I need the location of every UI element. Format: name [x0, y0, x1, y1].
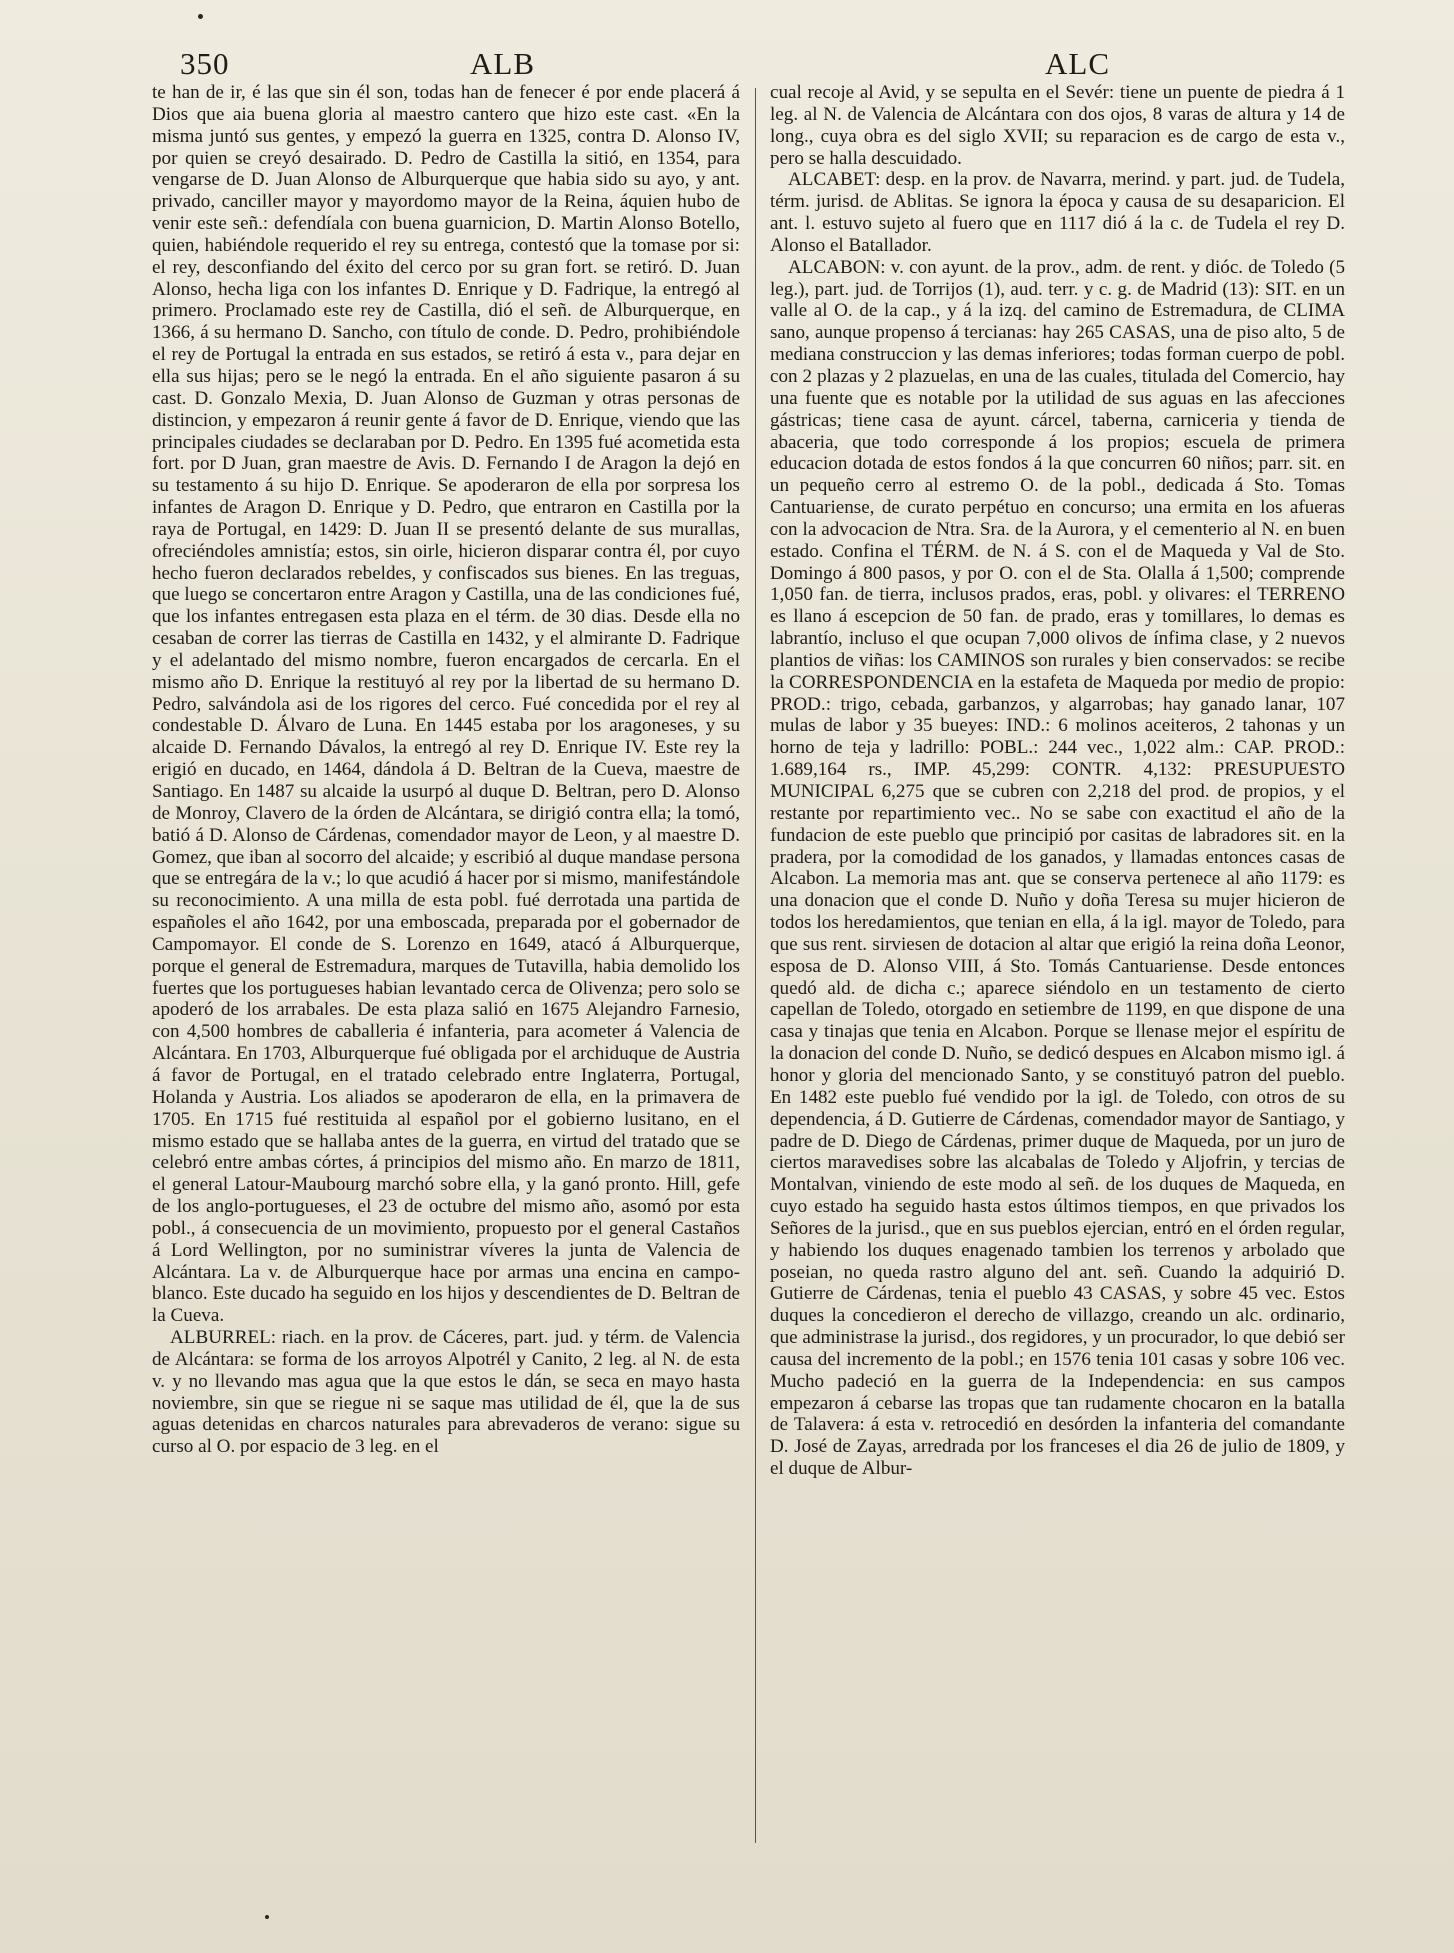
column-divider — [755, 88, 756, 1843]
running-header — [180, 46, 1270, 86]
print-speck — [265, 1915, 269, 1919]
print-speck — [198, 14, 203, 19]
paragraph-alburquerque-continued: te han de ir, é las que sin él son, todas han de fenecer é por ende placerá á Dios que aia buena gloria al maestro cantero que hizo este cast. «En la misma juntó sus gentes, y empezó la guerra en 1325, contra D. Alonso IV, por quien se creyó desairado. D. Pedro de Castilla la sitió, en 1354, para vengarse de D. Juan Alonso de Alburquerque que habia sido su ayo, y ant. privado, canciller mayor y mayordomo mayor de la Reina, áquien hubo de venir este señ.: defendíala con buena guarnicion, D. Martin Alonso Botello, quien, habiéndole requerido el rey su entrega, contestó que la tomase por si: el rey, desconfiando del éxito del cerco por su gran fort. se retiró. D. Juan Alonso, hecha liga con los infantes D. Enrique y D. Fadrique, la entregó al primero. Proclamado este rey de Castilla, dió el señ. de Alburquerque, en 1366, á su hermano D. Sancho, con título de conde. D. Pedro, prohibiéndole el rey de Portugal la entrada en sus estados, se retiró á esta v., para dejar en ella sus hijas; pero se le negó la entrada. En el año siguiente pasaron á su cast. D. Gonzalo Mexia, D. Juan Alonso de Guzman y otras personas de distincion, y empezaron á reunir gente á favor de D. Enrique, viendo que las principales ciudades se declaraban por D. Pedro. En 1395 fué acometida esta fort. por D Juan, gran maestre de Avis. D. Fernando I de Aragon la dejó en su testamento á su hijo D. Enrique. Se apoderaron de ella por sorpresa los infantes de Aragon D. Enrique y D. Pedro, que entraron en Castilla por la raya de Portugal, en 1429: D. Juan II se presentó delante de sus murallas, ofreciéndoles amnistía; estos, sin oirle, hicieron disparar contra él, por cuyo hecho fueron declarados rebeldes, y confiscados sus bienes. En las treguas, que luego se concertaron entre Aragon y Castilla, una de las condiciones fué, que los infantes entregasen esta plaza en el térm. de 30 dias. Desde ella no cesaban de correr las tierras de Castilla en 1432, y el almirante D. Fadrique y el adelantado del mismo nombre, fueron encargados de cercarla. En el mismo año D. Enrique la restituyó al rey por la libertad de su hermano D. Pedro, salvándola asi de los rigores del cerco. Fué concedida por el rey al condestable D. Álvaro de Luna. En 1445 estaba por los aragoneses, y su alcaide D. Fernando Dávalos, la entregó al rey D. Enrique IV. Este rey la erigió en ducado, en 1464, dándola á D. Beltran de la Cueva, maestre de Santiago. En 1487 su alcaide la usurpó al duque D. Beltran, pero D. Alonso de Monroy, Clavero de la órden de Alcántara, se dirigió contra ella; la tomó, batió á D. Alonso de Cárdenas, comendador mayor de Leon, y al maestre D. Gomez, que iban al socorro del alcaide; y escribió al duque mandase persona que se entregára de la v.; lo que acudió á hacer por si mismo, manifestándole su reconocimiento. A una milla de esta pobl. fué derrotada una partida de españoles el año 1642, por una emboscada, preparada por el gobernador de Campomayor. El conde de S. Lorenzo en 1649, atacó á Alburquerque, porque el general de Estremadura, marques de Tutavilla, habia demolido los fuertes que los portugueses habian levantado cerca de Olivenza; pero solo se apoderó de los arrabales. De esta plaza salió en 1675 Alejandro Farnesio, con 4,500 hombres de caballeria é infanteria, para acometer á Valencia de Alcántara. En 1703, Alburquerque fué obligada por el archiduque de Austria á favor de Portugal, en el tratado celebrado entre Inglaterra, Portugal, Holanda y Austria. Los aliados se apoderaron de ella, en la primavera de 1705. En 1715 fué restituida al español por el gobierno lusitano, en el mismo estado que se hallaba antes de la guerra, en virtud del tratado que se celebró entre ambas córtes, á principios del mismo año. En marzo de 1811, el general Latour-Maubourg marchó sobre ella, y la ganó pronto. Hill, gefe de los anglo-portugueses, el 23 de octubre del mismo año, asomó por esta pobl., á consecuencia de un movimiento, propuesto por el general Castaños á Lord Wellington, por no suministrar víveres la junta de Valencia de Alcántara. La v. de Alburquerque hace por armas una encina en campo-blanco. Este ducado ha seguido en los hijos y descendientes de D. Beltran de la Cueva. — [152, 82, 740, 1327]
paragraph-alburrel-continued: cual recoje al Avid, y se sepulta en el Sevér: tiene un puente de piedra á 1 leg. al N. de Valencia de Alcántara con dos ojos, 8 varas de altura y 14 de long., cuya obra es del siglo XVII; su reparacion es de cargo de esta v., pero se halla descuidado. — [770, 82, 1345, 169]
left-running-head: ALB — [470, 46, 535, 81]
entry-alcabet: ALCABET: desp. en la prov. de Navarra, merind. y part. jud. de Tudela, térm. jurisd. de Ablitas. Se ignora la época y causa de su desaparicion. El ant. l. estuvo sujeto al fuero que en 1117 dió á la c. de Tudela el rey D. Alonso el Batallador. — [770, 169, 1345, 256]
entry-alcabon: ALCABON: v. con ayunt. de la prov., adm. de rent. y dióc. de Toledo (5 leg.), part. jud. de Torrijos (1), aud. terr. y c. g. de Madrid (13): SIT. en un valle al O. de la cap., y á la izq. del camino de Estremadura, de CLIMA sano, aunque propenso á tercianas: hay 265 CASAS, una de piso alto, 5 de mediana construccion y las demas inferiores; todas forman cuerpo de pobl. con 2 plazas y 2 plazuelas, en una de las cuales, titulada del Comercio, hay una fuente que es notable por la utilidad de sus aguas en las afecciones gástricas; tiene casa de ayunt. cárcel, taberna, carniceria y tienda de abaceria, que todo corresponde á los propios; escuela de primera educacion dotada de estos fondos á la que concurren 60 niños; parr. sit. en un pequeño cerro al estremo O. de la pobl., dedicada á Sto. Tomas Cantuariense, de curato perpétuo en concurso; una ermita en los afueras con la advocacion de Ntra. Sra. de la Aurora, y el cementerio al N. en buen estado. Confina el TÉRM. de N. á S. con el de Maqueda y Val de Sto. Domingo á 800 pasos, y por O. con el de Sta. Olalla á 1,500; comprende 1,050 fan. de tierra, inclusos prados, eras, pobl. y olivares: el TERRENO es llano á escepcion de 50 fan. de prado, eras y tomillares, lo demas es labrantío, incluso el que ocupan 7,000 olivos de ínfima clase, y 2 nuevos plantios de viñas: los CAMINOS son rurales y bien conservados: se recibe la CORRESPONDENCIA en la estafeta de Maqueda por medio de propio: PROD.: trigo, cebada, garbanzos, y algarrobas; hay ganado lanar, 107 mulas de labor y 35 bueyes: IND.: 6 molinos aceiteros, 2 tahonas y un horno de teja y ladrillo: POBL.: 244 vec., 1,022 alm.: CAP. PROD.: 1.689,164 rs., IMP. 45,299: CONTR. 4,132: PRESUPUESTO MUNICIPAL 6,275 que se cubren con 2,218 del prod. de propios, y el restante por repartimiento vec.. No se sabe con exactitud el año de la fundacion de este pueblo que principió por casitas de labradores sit. en la pradera, por la comodidad de los ganados, y llamadas entonces casas de Alcabon. La memoria mas ant. que se conserva pertenece al año 1179: es una donacion que el conde D. Nuño y doña Teresa su mujer hicieron de todos los heredamientos, que tenian en ella, á la igl. mayor de Toledo, para que sus rent. sirviesen de dotacion al altar que erigió la reina doña Leonor, esposa de D. Alonso VIII, á Sto. Tomás Cantuariense. Desde entonces quedó ald. de dicha c.; aparece siéndolo en un testamento de cierto capellan de Toledo, otorgado en setiembre de 1199, en que dispone de una casa y tinajas que tenia en Alcabon. Porque se llenase mejor el espíritu de la donacion del conde D. Nuño, se dedicó despues en Alcabon mismo igl. á honor y gloria del mencionado Santo, y se constituyó patron del pueblo. En 1482 este pueblo fué vendido por la igl. de Toledo, con otros de su dependencia, á D. Gutierre de Cárdenas, comendador mayor de Santiago, y padre de D. Diego de Cárdenas, primer duque de Maqueda, por un juro de ciertos maravedises sobre las alcabalas de Toledo y Aljofrin, y tercias de Montalvan, viniendo de este modo al señ. de los duques de Maqueda, en cuyo estado ha seguido hasta estos últimos tiempos, en que privados los Señores de la jurisd., que en sus pueblos ejercian, entró en el órden regular, y habiendo los duques enagenado tambien los terrenos y arbolado que poseian, no queda rastro alguno del ant. señ. Cuando la adquirió D. Gutierre de Cárdenas, tenia el pueblo 43 CASAS, y sobre 45 vec. Estos duques la concedieron el derecho de villazgo, creando un alc. ordinario, que administrase la jurisd., dos regidores, y un procurador, lo que debió ser causa del incremento de la pobl.; en 1576 tenia 101 casas y sobre 106 vec. Mucho padeció en la guerra de la Independencia: en sus campos empezaron á cebarse las tropas que tan rudamente chocaron en la batalla de Talavera: á esta v. retrocedió en desórden la infanteria del comandante D. José de Zayas, arredrada por los franceses el dia 26 de julio de 1809, y el duque de Albur- — [770, 256, 1345, 1480]
entry-alburrel: ALBURREL: riach. en la prov. de Cáceres, part. jud. y térm. de Valencia de Alcántara: se forma de los arroyos Alpotrél y Canito, 2 leg. al N. de esta v. y no llevando mas agua que la que estos le dán, se seca en mayo hasta noviembre, sin que se riegue ni se saque mas utilidad de él, que la de sus aguas detenidas en charcos naturales para abrevaderos de verano: sigue su curso al O. por espacio de 3 leg. en el — [152, 1327, 740, 1458]
right-running-head: ALC — [1045, 46, 1110, 81]
left-column — [152, 82, 740, 1872]
right-column — [770, 82, 1345, 1872]
page-number: 350 — [180, 46, 230, 81]
